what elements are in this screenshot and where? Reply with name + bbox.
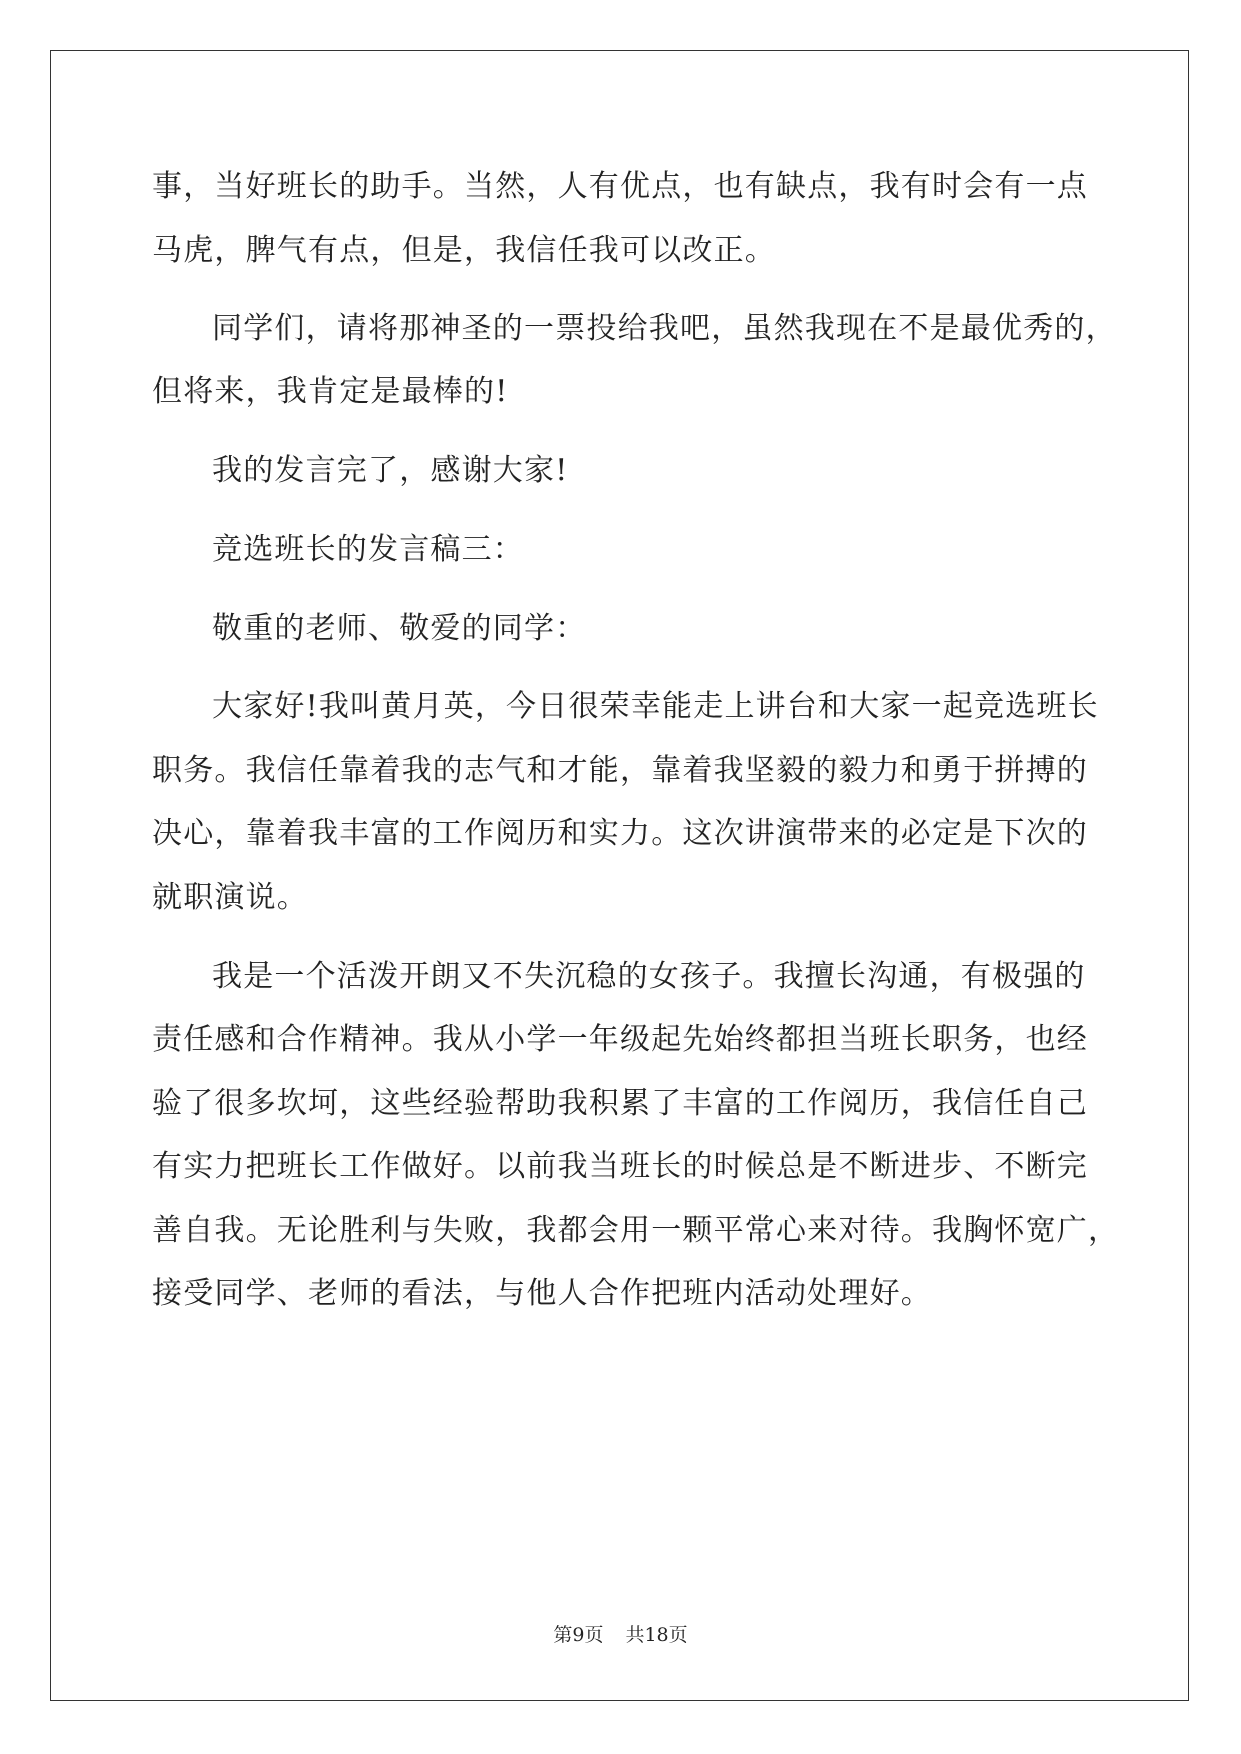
text-line: 善自我。无论胜利与失败，我都会用一颗平常心来对待。我胸怀宽广，	[152, 1213, 1120, 1248]
text-line: 同学们，请将那神圣的一票投给我吧，虽然我现在不是最优秀的，	[212, 311, 1117, 346]
text-line: 验了很多坎坷，这些经验帮助我积累了丰富的工作阅历，我信任自己	[152, 1086, 1088, 1121]
text-line: 我是一个活泼开朗又不失沉稳的女孩子。我擅长沟通，有极强的	[212, 959, 1086, 994]
text-line: 就职演说。	[152, 880, 308, 915]
text-line: 马虎，脾气有点，但是，我信任我可以改正。	[152, 233, 776, 268]
text-line: 职务。我信任靠着我的志气和才能，靠着我坚毅的毅力和勇于拼搏的	[152, 753, 1088, 788]
section-heading: 竞选班长的发言稿三：	[212, 532, 524, 567]
text-line: 决心，靠着我丰富的工作阅历和实力。这次讲演带来的必定是下次的	[152, 816, 1088, 851]
text-line: 事，当好班长的助手。当然，人有优点，也有缺点，我有时会有一点	[152, 169, 1088, 204]
page-total: 共18页	[625, 1624, 688, 1646]
text-line: 但将来，我肯定是最棒的!	[152, 374, 509, 409]
text-line: 我的发言完了，感谢大家!	[212, 453, 569, 488]
text-line: 大家好!我叫黄月英，今日很荣幸能走上讲台和大家一起竞选班长	[212, 689, 1099, 724]
salutation: 敬重的老师、敬爱的同学：	[212, 611, 587, 646]
page-footer	[0, 1623, 1241, 1647]
text-line: 接受同学、老师的看法，与他人合作把班内活动处理好。	[152, 1276, 932, 1311]
page-number: 第9页	[553, 1624, 604, 1646]
page-border	[50, 50, 1189, 1701]
text-line: 有实力把班长工作做好。以前我当班长的时候总是不断进步、不断完	[152, 1149, 1088, 1184]
text-line: 责任感和合作精神。我从小学一年级起先始终都担当班长职务，也经	[152, 1022, 1088, 1057]
